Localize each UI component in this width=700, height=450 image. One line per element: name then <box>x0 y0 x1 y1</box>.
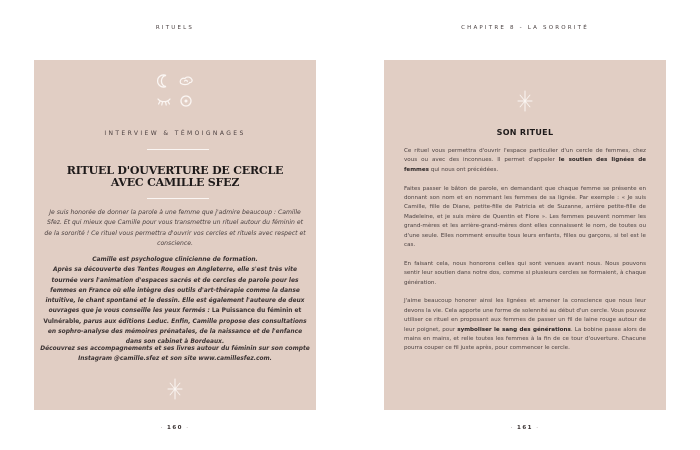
bio-text-1: Après sa découverte des Tentes Rouges en Angleterre, elle s'est très vite tournée vers l'animation d'espaces sacrés et de cercles de parole pour les femmes en France où elle intègre des outils d'art-thérapie comme la danse intuitive, le chant spontané et le dessin. Elle est également l'auteure de deux ouvrages que je vous conseille les yeux fermés : <box>45 267 305 315</box>
icon-cluster <box>34 73 316 109</box>
page-number-right: · 161 · <box>510 425 540 431</box>
intro-paragraph: Je suis honorée de donner la parole à une femme que j'admire beaucoup : Camille Sfez. Et qui mieux que Camille pour vous transmettre un rituel autour du féminin et de la sororité ! Ce rituel vous permettra d'ouvrir vos cercles et rituels avec respect et conscience. <box>44 209 306 247</box>
closed-eye-icon <box>156 93 172 109</box>
ritual-panel <box>384 60 666 410</box>
divider-bottom <box>147 198 209 199</box>
crescent-moon-icon <box>156 73 172 89</box>
cloud-swirl-icon <box>178 73 194 89</box>
page-number-value: 160 <box>167 425 183 431</box>
sparkle-star-icon <box>167 378 183 400</box>
ritual-body <box>404 147 646 363</box>
running-head-right: CHAPITRE 8 - LA SORORITÉ <box>461 25 589 31</box>
sparkle-star-icon <box>517 90 533 112</box>
title-line-2: AVEC CAMILLE SFEZ <box>110 176 240 189</box>
bio-paragraph <box>40 255 310 348</box>
interview-panel <box>34 60 316 410</box>
page-number-value: 161 <box>517 425 533 431</box>
section-label: INTERVIEW & TÉMOIGNAGES <box>104 130 246 137</box>
right-page <box>350 0 700 450</box>
title-line-1: RITUEL D'OUVERTURE DE CERCLE <box>66 164 284 177</box>
paragraph-3: En faisant cela, nous honorons celles qui sont venues avant nous. Nous pouvons sentir leur soutien dans notre dos, comme si plusieurs cercles se formaient, à chaque génération. <box>404 260 646 286</box>
running-head-left: RITUELS <box>155 25 195 31</box>
paragraph-4: J'aime beaucoup honorer ainsi les lignées et amener la conscience que nous leur devons la vie. Cela apporte une forme de solennité au début d'un cercle. Vous pouvez utiliser ce rituel en proposant aux femmes de passer un fil de laine rouge autour de leur poignet, pour symboliser le sang des générations. La bobine passe alors de mains en mains, et relie toutes les femmes à la fin de ce tour d'ouverture. Chacune pourra couper ce fil juste après, pour commencer le cercle. <box>404 298 646 352</box>
bio-text-2: , parus aux éditions Leduc. Enfin, Camille propose des consultations en sophro-analyse des mémoires prénatales, de la naissance et de l'enfance dans son cabinet à Bordeaux. <box>47 318 307 346</box>
paragraph-2: Faites passer le bâton de parole, en demandant que chaque femme se présente en donnant son nom et en nommant les femmes de sa lignée. Par exemple : « Je suis Camille, fille de Diane, petite-fille de Patricia et de Suzanne, arrière petite-fille de Madeleine, et je suis mère de Quentin et Flore ». Les femmes peuvent nommer les grand-mères et les arrière-grand-mères dont elles connaissent le nom, de toutes ou d'une seule. Elles nomment ensuite tous leurs enfants, filles ou garçons, si tel est le cas. <box>404 185 646 249</box>
cta-paragraph: Découvrez ses accompagnements et ses livres autour du féminin sur son compte Instagram @camille.sfez et son site www.camillesfez.com. <box>40 346 310 363</box>
circle-dot-icon <box>178 93 194 109</box>
page-number-left: · 160 · <box>160 425 190 431</box>
divider-top <box>147 149 209 150</box>
paragraph-1: Ce rituel vous permettra d'ouvrir l'espace particulier d'un cercle de femmes, chez vous ou avec des inconnues. Il permet d'appeler le soutien des lignées de femmes qui nous ont précédées. <box>404 148 647 173</box>
article-title <box>34 165 316 189</box>
bio-lead: Camille est psychologue clinicienne de formation. <box>92 257 258 263</box>
ritual-heading: SON RITUEL <box>496 128 554 137</box>
book-titles: La Puissance du féminin et Vulnérable <box>43 308 302 325</box>
